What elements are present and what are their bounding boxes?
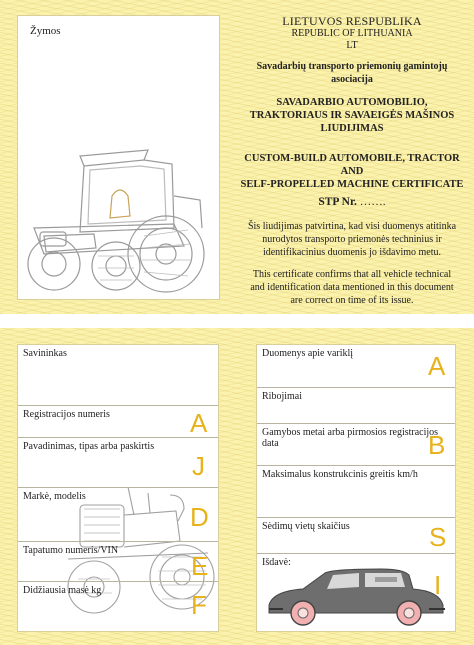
section-letter: F xyxy=(191,590,207,620)
agency-line: Savadarbių transporto priemonių gamintojų xyxy=(256,61,448,72)
stp-number-value: ……. xyxy=(359,196,386,208)
field-label: Registracijos numeris xyxy=(23,409,110,420)
statement-line: nurodytos transporto priemonės techninius ir xyxy=(262,234,442,245)
certificate-front-page xyxy=(0,0,474,314)
field-make-model[interactable] xyxy=(18,487,218,541)
statement-line: This certificate confirms that all vehicle technical xyxy=(252,269,452,280)
section-letter: B xyxy=(428,430,446,460)
section-letter: E xyxy=(191,551,209,581)
notes-box xyxy=(17,15,220,300)
field-restrictions[interactable] xyxy=(257,387,455,423)
document-title-en xyxy=(240,152,464,191)
field-label: Pavadinimas, tipas arba paskirtis xyxy=(23,441,155,452)
classic-car-sketch-icon xyxy=(263,565,449,629)
field-label: Maksimalus konstrukcinis greitis km/h xyxy=(262,469,418,480)
agency-name xyxy=(240,60,464,86)
section-letter: S xyxy=(429,522,447,552)
title-line: SELF-PROPELLED MACHINE CERTIFICATE xyxy=(240,179,464,190)
stp-label: STP Nr. xyxy=(318,196,357,208)
agency-line: asociacija xyxy=(331,74,373,85)
field-registration-number[interactable] xyxy=(18,405,218,437)
title-line: SAVADARBIO AUTOMOBILIO, xyxy=(276,97,428,108)
field-label: Didžiausia masė kg xyxy=(23,585,102,596)
field-engine-data[interactable] xyxy=(257,345,455,387)
field-max-mass[interactable] xyxy=(18,581,218,631)
technical-data-panel xyxy=(256,344,456,632)
field-production-year[interactable] xyxy=(257,423,455,465)
owner-vehicle-panel xyxy=(17,344,219,632)
title-line: TRAKTORIAUS IR SAVAEIGĖS MAŠINOS xyxy=(249,110,455,121)
field-label: Išdavė: xyxy=(262,557,291,568)
title-line: CUSTOM-BUILD AUTOMOBILE, TRACTOR AND xyxy=(244,153,460,177)
page-separator xyxy=(0,314,474,328)
field-label: Markė, modelis xyxy=(23,491,86,502)
field-max-speed[interactable] xyxy=(257,465,455,517)
section-letter: I xyxy=(434,570,442,600)
statement-line: and identification data mentioned in this document xyxy=(250,282,454,293)
republic-name-lt: LIETUVOS RESPUBLIKA xyxy=(282,14,422,28)
certification-statement-lt xyxy=(240,220,464,259)
republic-name-en: REPUBLIC OF LITHUANIA xyxy=(291,28,413,39)
field-seat-count[interactable] xyxy=(257,517,455,553)
section-letter: A xyxy=(190,408,208,438)
statement-line: are correct on time of its issue. xyxy=(290,295,414,306)
field-label: Savininkas xyxy=(23,348,67,359)
field-name-type-purpose[interactable] xyxy=(18,437,218,487)
document-title-lt xyxy=(240,96,464,135)
statement-line: Šis liudijimas patvirtina, kad visi duomenys atitinka xyxy=(247,221,457,232)
field-label: Tapatumo numeris/VIN xyxy=(23,545,119,556)
tractor-sketch-icon xyxy=(24,136,220,296)
title-line: LIUDIJIMAS xyxy=(320,123,384,134)
field-vin[interactable] xyxy=(18,541,218,581)
field-label: Ribojimai xyxy=(262,391,302,402)
field-label: Gamybos metai arba pirmosios registracijos data xyxy=(262,427,439,449)
section-letter: J xyxy=(192,451,205,481)
certification-statement-en xyxy=(240,268,464,307)
field-owner[interactable] xyxy=(18,345,218,405)
field-label: Duomenys apie variklį xyxy=(262,348,354,359)
notes-label: Žymos xyxy=(30,25,61,37)
stp-number xyxy=(240,196,464,208)
statement-line: identifikacinius duomenis jo išdavimo metu. xyxy=(262,247,442,258)
section-letter: A xyxy=(428,351,446,381)
section-letter: D xyxy=(190,502,209,532)
country-code: LT xyxy=(346,40,358,51)
field-label: Sėdimų vietų skaičius xyxy=(262,521,350,532)
